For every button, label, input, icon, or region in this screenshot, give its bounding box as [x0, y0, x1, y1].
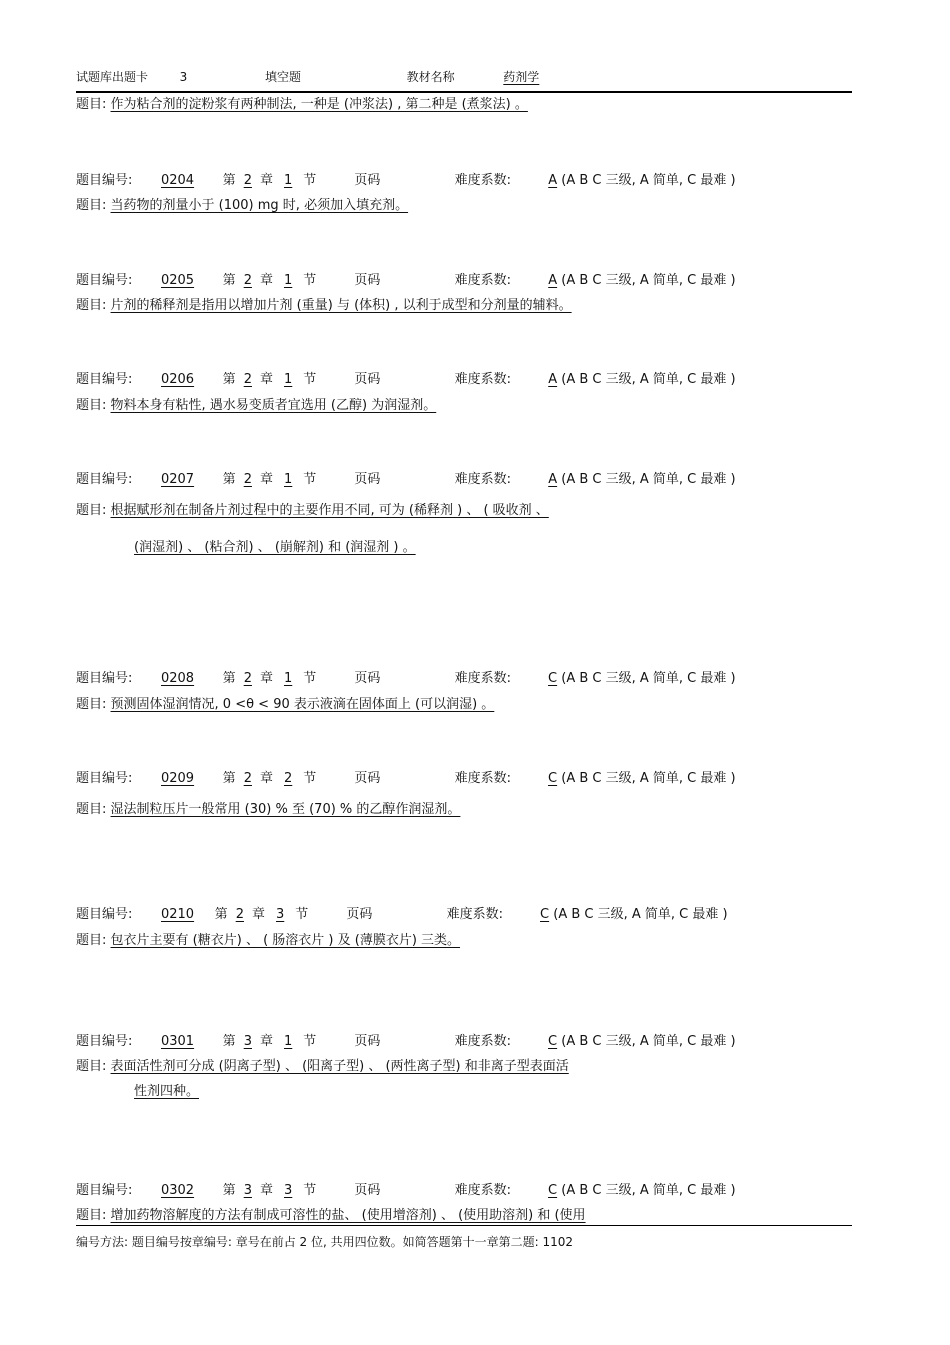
question-type-no: 3	[179, 70, 188, 84]
footer-note: 编号方法: 题目编号按章编号: 章号在前占 2 位, 共用四位数。如简答题第十一章第二题: 1102	[76, 1235, 574, 1249]
chapter-suffix: 章	[259, 671, 273, 686]
chapter-suffix: 章	[259, 273, 273, 288]
item-question	[76, 1207, 586, 1224]
question-no: 0207	[160, 472, 195, 487]
question-label: 题目:	[76, 198, 107, 213]
difficulty-label: 难度系数:	[454, 173, 511, 188]
chapter-suffix: 章	[259, 173, 273, 188]
card-header	[76, 69, 566, 86]
difficulty-note: (A B C 三级, A 简单, C 最难 )	[561, 1183, 736, 1198]
item-meta	[76, 371, 736, 388]
difficulty-note: (A B C 三级, A 简单, C 最难 )	[561, 771, 736, 786]
chapter-no: 2	[243, 273, 252, 288]
item-question	[76, 801, 460, 818]
chapter-no: 2	[243, 671, 252, 686]
question-text: 当药物的剂量小于 (100) mg 时, 必须加入填充剂。	[110, 198, 409, 213]
chapter-prefix: 第	[222, 771, 236, 786]
chapter-suffix: 章	[259, 1034, 273, 1049]
section-no: 3	[283, 1183, 293, 1198]
question-text: 片剂的稀释剂是指用以增加片剂 (重量) 与 (体积) , 以利于成型和分剂量的辅料。	[110, 298, 572, 313]
question-text-line2: 性剂四种。	[134, 1084, 200, 1099]
difficulty-label: 难度系数:	[454, 273, 511, 288]
item-question	[76, 397, 436, 414]
difficulty-label: 难度系数:	[446, 907, 503, 922]
chapter-no: 2	[243, 372, 252, 387]
difficulty-note: (A B C 三级, A 简单, C 最难 )	[561, 273, 736, 288]
item-meta	[76, 272, 736, 289]
question-no-label: 题目编号:	[76, 771, 133, 786]
chapter-prefix: 第	[222, 1183, 236, 1198]
item-meta	[76, 906, 728, 923]
question-text: 根据赋形剂在制备片剂过程中的主要作用不同, 可为 (稀释剂 ) 、 ( 吸收剂 、	[110, 503, 549, 518]
section-no: 1	[283, 671, 293, 686]
difficulty-value: A	[548, 273, 558, 288]
page-no-label: 页码	[354, 273, 381, 288]
chapter-suffix: 章	[259, 771, 273, 786]
footer-rule	[76, 1225, 852, 1226]
page-no-label: 页码	[346, 907, 373, 922]
item-question	[76, 932, 460, 949]
item-question-continued	[134, 1083, 199, 1100]
card-title: 试题库出题卡	[76, 70, 149, 84]
chapter-no: 2	[235, 907, 244, 922]
chapter-no: 3	[243, 1034, 252, 1049]
section-no: 1	[283, 1034, 293, 1049]
question-no-label: 题目编号:	[76, 1034, 133, 1049]
difficulty-value: A	[548, 472, 558, 487]
item-meta	[76, 471, 736, 488]
chapter-no: 2	[243, 173, 252, 188]
question-no-label: 题目编号:	[76, 1183, 133, 1198]
question-text: 作为粘合剂的淀粉浆有两种制法, 一种是 (冲浆法) , 第二种是 (煮浆法) 。	[110, 97, 528, 112]
question-no: 0208	[160, 671, 195, 686]
difficulty-label: 难度系数:	[454, 372, 511, 387]
page-no-label: 页码	[354, 1183, 381, 1198]
section-suffix: 节	[303, 472, 317, 487]
section-suffix: 节	[303, 771, 317, 786]
item-meta	[76, 1182, 736, 1199]
chapter-prefix: 第	[222, 671, 236, 686]
question-text: 物料本身有粘性, 遇水易变质者宜选用 (乙醇) 为润湿剂。	[110, 398, 437, 413]
question-no-label: 题目编号:	[76, 907, 133, 922]
difficulty-note: (A B C 三级, A 简单, C 最难 )	[561, 372, 736, 387]
question-no-label: 题目编号:	[76, 173, 133, 188]
question-no: 0302	[160, 1183, 195, 1198]
item-question	[76, 1058, 569, 1075]
question-no-label: 题目编号:	[76, 671, 133, 686]
question-label: 题目:	[76, 697, 107, 712]
section-suffix: 节	[303, 273, 317, 288]
question-label: 题目:	[76, 802, 107, 817]
chapter-prefix: 第	[214, 907, 228, 922]
difficulty-value: A	[548, 173, 558, 188]
difficulty-value: C	[540, 907, 550, 922]
difficulty-label: 难度系数:	[454, 671, 511, 686]
difficulty-label: 难度系数:	[454, 771, 511, 786]
question-label: 题目:	[76, 1208, 107, 1223]
question-text: 包衣片主要有 (糖衣片) 、 ( 肠溶衣片 ) 及 (薄膜衣片) 三类。	[110, 933, 461, 948]
question-no: 0210	[160, 907, 195, 922]
page-no-label: 页码	[354, 1034, 381, 1049]
section-suffix: 节	[295, 907, 309, 922]
item-question-continued	[134, 539, 416, 556]
chapter-prefix: 第	[222, 372, 236, 387]
question-no-label: 题目编号:	[76, 273, 133, 288]
difficulty-note: (A B C 三级, A 简单, C 最难 )	[561, 671, 736, 686]
question-text-line2: (润湿剂) 、 (粘合剂) 、 (崩解剂) 和 (润湿剂 ) 。	[134, 540, 416, 555]
item-meta	[76, 770, 736, 787]
question-no: 0209	[160, 771, 195, 786]
question-no-label: 题目编号:	[76, 472, 133, 487]
question-text: 增加药物溶解度的方法有制成可溶性的盐、 (使用增溶剂) 、 (使用助溶剂) 和 (使用	[110, 1208, 586, 1223]
chapter-prefix: 第	[222, 173, 236, 188]
item-question	[76, 297, 572, 314]
question-label: 题目:	[76, 1059, 107, 1074]
difficulty-value: C	[548, 671, 558, 686]
intro-question	[76, 96, 528, 113]
section-no: 1	[283, 273, 293, 288]
question-label: 题目:	[76, 398, 107, 413]
item-question	[76, 197, 408, 214]
header-rule	[76, 91, 852, 93]
chapter-suffix: 章	[259, 472, 273, 487]
page-no-label: 页码	[354, 472, 381, 487]
difficulty-label: 难度系数:	[454, 472, 511, 487]
item-meta	[76, 670, 736, 687]
difficulty-label: 难度系数:	[454, 1034, 511, 1049]
textbook-label: 教材名称	[406, 70, 455, 84]
difficulty-note: (A B C 三级, A 简单, C 最难 )	[553, 907, 728, 922]
chapter-prefix: 第	[222, 1034, 236, 1049]
question-no: 0204	[160, 173, 195, 188]
page-no-label: 页码	[354, 671, 381, 686]
question-label: 题目:	[76, 298, 107, 313]
question-label: 题目:	[76, 97, 107, 112]
question-type: 填空题	[264, 70, 301, 84]
section-suffix: 节	[303, 173, 317, 188]
question-text: 表面活性剂可分成 (阴离子型) 、 (阳离子型) 、 (两性离子型) 和非离子型表面活	[110, 1059, 569, 1074]
section-suffix: 节	[303, 1183, 317, 1198]
chapter-no: 2	[243, 771, 252, 786]
chapter-suffix: 章	[259, 372, 273, 387]
question-text: 预测固体湿润情况, 0 <θ < 90 表示液滴在固体面上 (可以润湿) 。	[110, 697, 495, 712]
difficulty-note: (A B C 三级, A 简单, C 最难 )	[561, 173, 736, 188]
section-no: 1	[283, 372, 293, 387]
section-suffix: 节	[303, 671, 317, 686]
chapter-no: 3	[243, 1183, 252, 1198]
question-no: 0206	[160, 372, 195, 387]
difficulty-label: 难度系数:	[454, 1183, 511, 1198]
section-no: 1	[283, 472, 293, 487]
difficulty-value: C	[548, 1034, 558, 1049]
section-suffix: 节	[303, 372, 317, 387]
question-no: 0301	[160, 1034, 195, 1049]
section-no: 1	[283, 173, 293, 188]
section-suffix: 节	[303, 1034, 317, 1049]
chapter-suffix: 章	[259, 1183, 273, 1198]
question-no-label: 题目编号:	[76, 372, 133, 387]
question-no: 0205	[160, 273, 195, 288]
difficulty-value: C	[548, 771, 558, 786]
difficulty-note: (A B C 三级, A 简单, C 最难 )	[561, 1034, 736, 1049]
question-label: 题目:	[76, 503, 107, 518]
chapter-prefix: 第	[222, 273, 236, 288]
difficulty-value: A	[548, 372, 558, 387]
item-question	[76, 502, 549, 519]
page-no-label: 页码	[354, 173, 381, 188]
chapter-no: 2	[243, 472, 252, 487]
textbook-name: 药剂学	[503, 70, 540, 84]
page-no-label: 页码	[354, 372, 381, 387]
section-no: 3	[275, 907, 285, 922]
difficulty-value: C	[548, 1183, 558, 1198]
item-question	[76, 696, 494, 713]
question-label: 题目:	[76, 933, 107, 948]
page-no-label: 页码	[354, 771, 381, 786]
item-meta	[76, 1033, 736, 1050]
item-meta	[76, 172, 736, 189]
section-no: 2	[283, 771, 293, 786]
chapter-prefix: 第	[222, 472, 236, 487]
chapter-suffix: 章	[251, 907, 265, 922]
question-text: 湿法制粒压片一般常用 (30) % 至 (70) % 的乙醇作润湿剂。	[110, 802, 461, 817]
difficulty-note: (A B C 三级, A 简单, C 最难 )	[561, 472, 736, 487]
